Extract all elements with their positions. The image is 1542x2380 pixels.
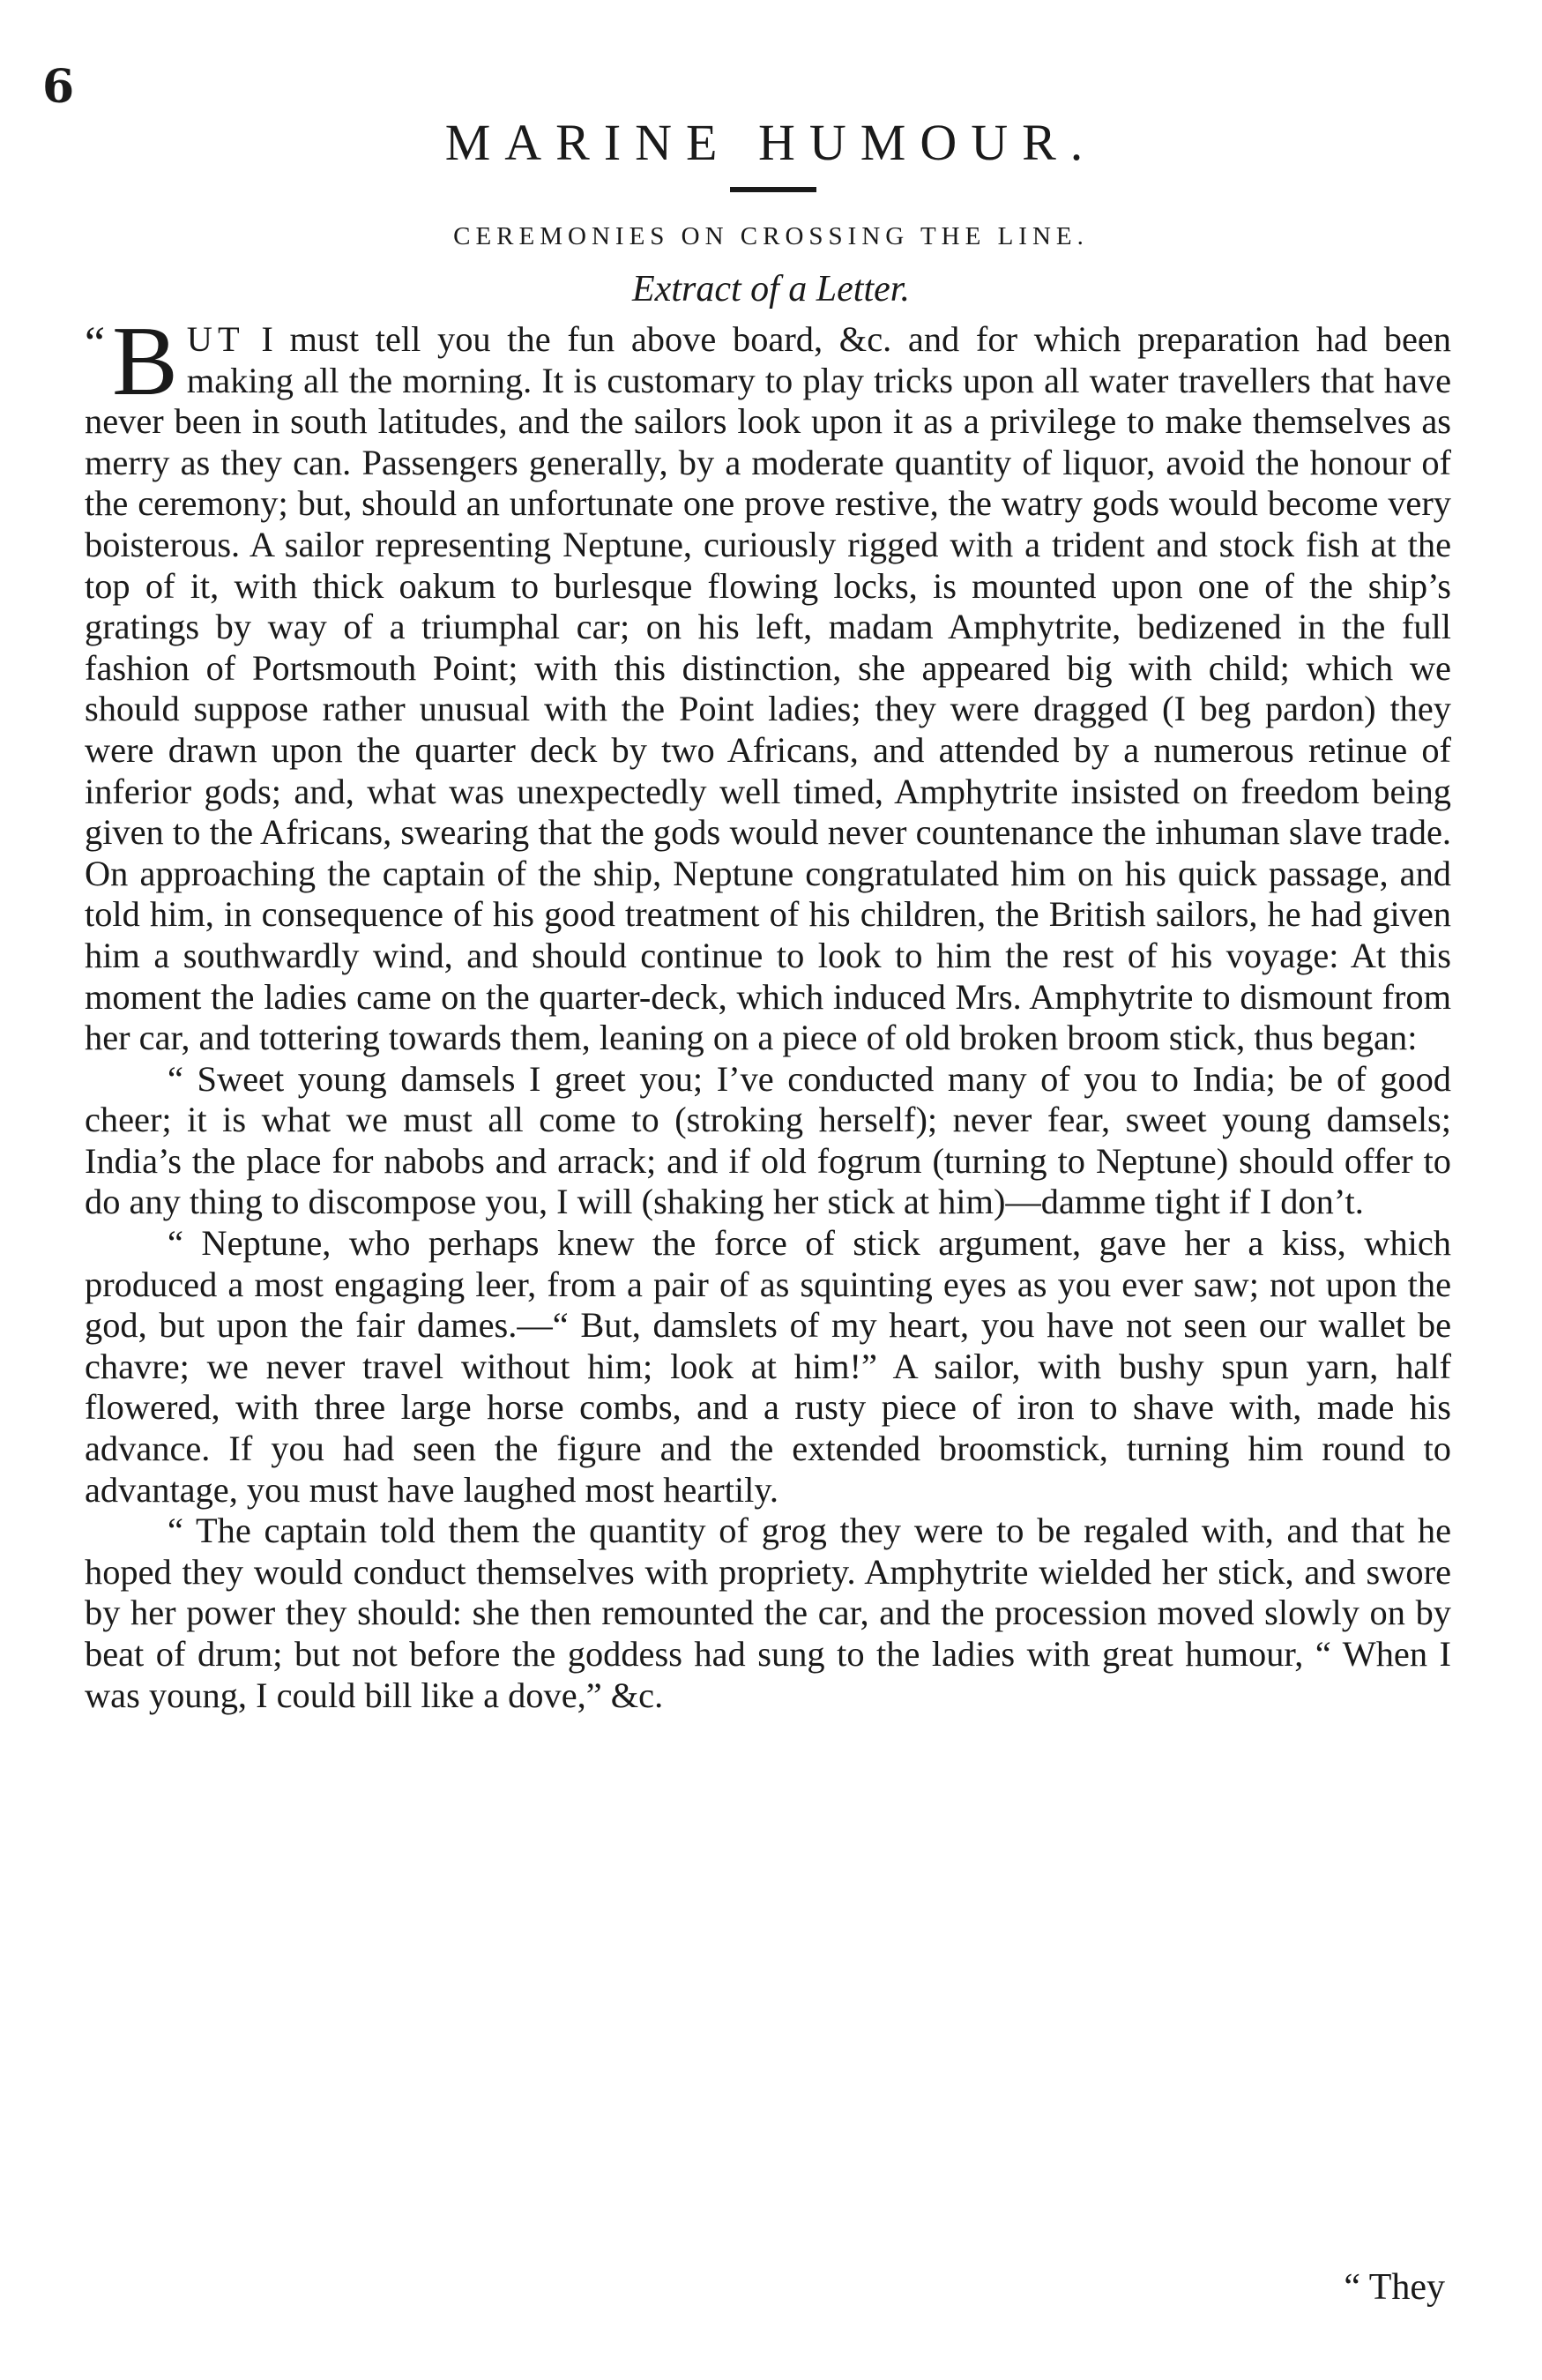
paragraph-2: “ Sweet young damsels I greet you; I’ve conducted many of you to India; be of good cheer; it is what we must all come to (stroking herself); never fear, sweet young damsels; India’s the place for nabobs and arrack; and if old fogrum (turning to Neptune) should offer to do any thing to discompose you, I will (shaking her stick at him)—damme tight if I don’t.	[85, 1058, 1451, 1222]
body-text	[85, 307, 1451, 1716]
subtitle: Extract of a Letter.	[632, 269, 910, 310]
drop-cap: B	[112, 307, 178, 416]
paragraph-1	[85, 307, 1451, 1059]
opening-quote: “	[85, 318, 106, 369]
paragraph-1-text: I must tell you the fun above board, &c. and for which preparation had been making all the morning. It is customary to play tricks upon all water travellers that have never been in south latitudes, and the sailors look upon it as a privilege to make themselves as merry as they can. Passengers generally, by a moderate quantity of liquor, avoid the honour of the ceremony; but, should an unfortunate one prove restive, the watry gods would become very boisterous. A sailor representing Neptune, curiously rigged with a trident and stock fish at the top of it, with thick oakum to burlesque flowing locks, is mounted upon one of the ship’s gratings by way of a triumphal car; on his left, madam Amphytrite, bedizened in the full fashion of Portsmouth Point; with this distinction, she appeared big with child; which we should suppose rather unusual with the Point ladies; they were dragged (I beg pardon) they were drawn upon the quarter deck by two Africans, and attended by a numerous retinue of inferior gods; and, what was unexpectedly well timed, Amphytrite insisted on freedom being given to the Africans, swearing that the gods would never countenance the inhuman slave trade. On approaching the captain of the ship, Neptune congratulated him on his quick passage, and told him, in consequence of his good treatment of his children, the British sailors, he had given him a southwardly wind, and should continue to look to him the rest of his voyage: At this moment the ladies came on the quarter-deck, which induced Mrs. Amphytrite to dismount from her car, and tottering towards them, leaning on a piece of old broken broom stick, thus began:	[85, 319, 1451, 1058]
page-number: 6	[42, 60, 75, 114]
head-rule	[730, 187, 816, 192]
paragraph-4: “ The captain told them the quantity of grog they were to be regaled with, and that he hoped they would conduct themselves with propriety. Amphytrite wielded her stick, and swore by her power they should: she then remounted the car, and the procession moved slowly on by beat of drum; but not before the goddess had sung to the ladies with great humour, “ When I was young, I could bill like a dove,” &c.	[85, 1511, 1451, 1715]
paragraph-3: “ Neptune, who perhaps knew the force of stick argument, gave her a kiss, which produced a most engaging leer, from a pair of as squinting eyes as you ever saw; not upon the god, but upon the fair dames.—“ But, damslets of my heart, you have not seen our wallet be chavre; we never travel without him; look at him!” A sailor, with bushy spun yarn, half flowered, with three large horse combs, and a rusty piece of iron to shave with, made his advance. If you had seen the figure and the extended broomstick, turning him round to advantage, you must have laughed most heartily.	[85, 1223, 1451, 1510]
section-title: CEREMONIES ON CROSSING THE LINE.	[453, 222, 1089, 250]
running-head: MARINE HUMOUR.	[444, 114, 1098, 171]
cap-run: UT	[186, 319, 245, 359]
catchword: “ They	[1344, 2267, 1445, 2308]
